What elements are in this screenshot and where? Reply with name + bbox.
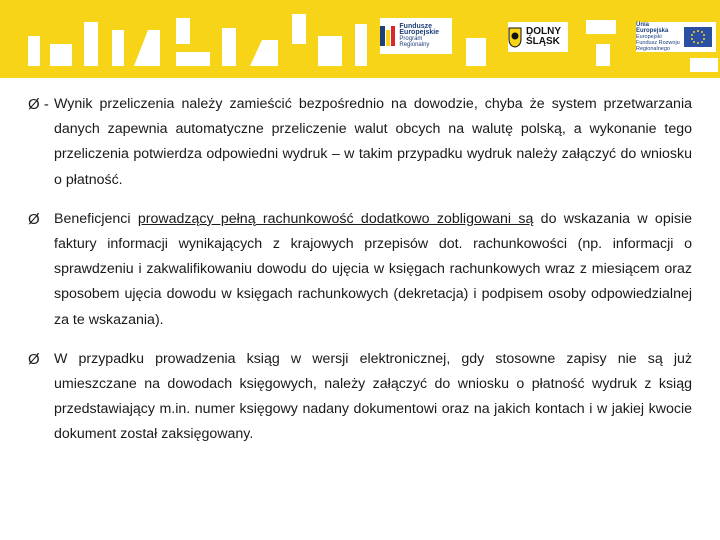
bullet-text: Wynik przeliczenia należy zamieścić bezpośrednio na dowodzie, chyba że system przetwarzania danych zapewnia automatyczne przeliczenie walut obcych na walutę polską, a wykonanie tego przeliczenia potwierdza odpowiedni wydruk – w takim przypadku wydruk należy załączyć do wniosku o płatność. — [54, 96, 692, 188]
unia-europejska-logo — [636, 22, 716, 52]
coat-of-arms-icon — [508, 26, 522, 48]
ds-line2: ŚLĄSK — [526, 36, 560, 47]
fe-emblem-icon — [380, 24, 395, 48]
fe-line1: Fundusze — [399, 23, 433, 30]
dolny-slask-logo — [508, 22, 568, 52]
arrow-bullet-icon: Ø — [28, 210, 40, 228]
ue-line2: Europejski Fundusz — [636, 34, 662, 46]
bullet-item — [28, 207, 692, 333]
arrow-bullet-icon: Ø - — [28, 96, 49, 113]
bullet-text-after: do wskazania w opisie faktury informacji wynikających z krajowych przepisów dot. rachunkowości (np. informacji o sprawdzeniu i zakwalifikowaniu dowodu do ujęcia w księgach rachunkowych wraz z miesiącem oraz sposobem ujęcia dowodu w księgach rachunkowych (dekretacja) i podpisem osoby odpowiedzialnej za te wskazania). — [54, 210, 692, 328]
eu-flag-icon — [684, 27, 712, 47]
arrow-bullet-icon: Ø — [28, 350, 40, 368]
ue-line1: Unia Europejska — [636, 22, 669, 34]
bullet-item — [28, 347, 692, 448]
bullet-item — [28, 92, 692, 193]
fe-line2: Europejskie — [399, 29, 440, 36]
ue-line3: Rozwoju Regionalnego — [636, 40, 680, 52]
ds-line1: DOLNY — [526, 26, 561, 37]
fe-line3: Program Regionalny — [399, 36, 430, 48]
fundusze-europejskie-logo — [380, 18, 452, 54]
bullet-text: W przypadku prowadzenia ksiąg w wersji elektronicznej, gdy stosowne zapisy nie są już umieszczane na dowodach księgowych, należy załączyć do wniosku o płatność wydruk z ksiąg przedstawiający m.in. numer księgowy nadany dokumentowi oraz na jakich kontach i w jakiej kwocie dokument został zaksięgowany. — [54, 350, 692, 443]
header-decoration — [0, 0, 720, 78]
main-content — [28, 92, 692, 462]
header-banner — [0, 0, 720, 78]
bullet-text-before: Beneficjenci — [54, 210, 138, 227]
bullet-text-underlined: prowadzący pełną rachunkowość dodatkowo zobligowani są — [137, 210, 534, 227]
